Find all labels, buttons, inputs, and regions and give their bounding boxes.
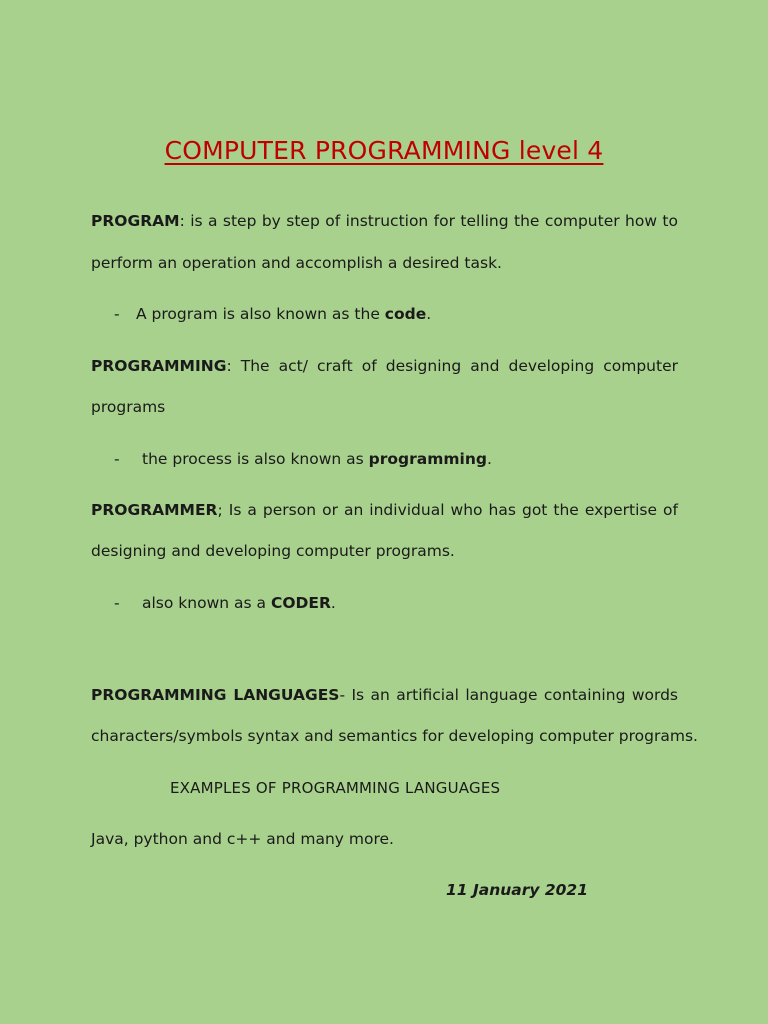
program-term: PROGRAM [91, 212, 180, 230]
programming-definition-line-2: programs [91, 398, 166, 416]
languages-definition-text: - Is an artificial language containing words [339, 686, 678, 704]
languages-term: PROGRAMMING LANGUAGES [91, 686, 340, 704]
programming-bullet-text: the process is also known as [142, 450, 369, 468]
programming-term: PROGRAMMING [91, 357, 227, 375]
programmer-bullet-text: also known as a [142, 594, 271, 612]
bullet-dash: - [114, 450, 120, 468]
programming-bullet-suffix: . [487, 450, 492, 468]
program-definition-line-1 [91, 212, 678, 230]
programming-definition-line-1 [91, 357, 678, 375]
programmer-definition-line-2: designing and developing computer programs. [91, 542, 455, 560]
program-definition-line-2: perform an operation and accomplish a desired task. [91, 254, 502, 272]
languages-definition-line-2: characters/symbols syntax and semantics for developing computer programs. [91, 727, 698, 745]
program-bullet-suffix: . [426, 305, 432, 323]
programmer-term: PROGRAMMER [91, 501, 218, 519]
programming-definition-text: : The act/ craft of designing and developing computer [226, 357, 678, 375]
program-bullet-bold: code [384, 305, 427, 323]
program-bullet-text: A program is also known as the [136, 305, 385, 323]
languages-definition-line-1 [91, 686, 678, 704]
programmer-bullet-suffix: . [330, 594, 336, 612]
program-bullet [114, 305, 431, 323]
programming-bullet-bold: programming [368, 450, 488, 468]
programmer-definition-text: ; Is a person or an individual who has got the expertise of [217, 501, 678, 519]
page-title: COMPUTER PROGRAMMING level 4 [164, 136, 604, 165]
programmer-bullet [114, 594, 336, 612]
programming-bullet [114, 450, 492, 468]
document-date: 11 January 2021 [446, 881, 589, 899]
programmer-definition-line-1 [91, 501, 678, 519]
program-definition-text: : is a step by step of instruction for telling the computer how to [179, 212, 678, 230]
examples-text: Java, python and c++ and many more. [91, 830, 394, 848]
examples-heading: EXAMPLES OF PROGRAMMING LANGUAGES [170, 779, 501, 797]
bullet-dash: - [114, 594, 120, 612]
bullet-dash: - [114, 305, 120, 323]
programmer-bullet-bold: CODER [270, 594, 331, 612]
